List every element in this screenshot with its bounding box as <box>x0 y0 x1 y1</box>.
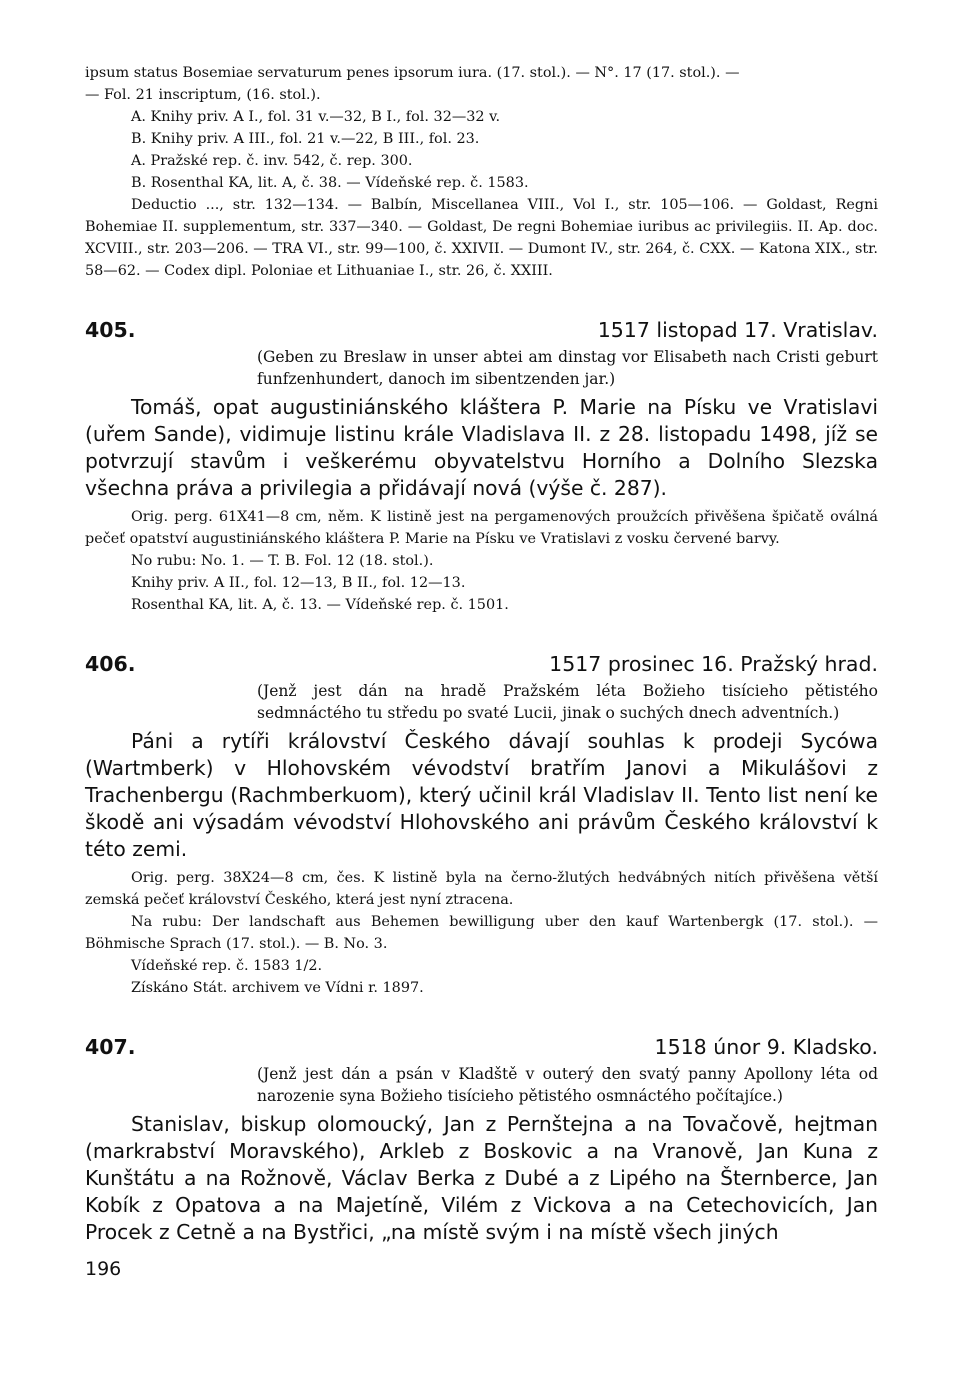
entry-note: No rubu: No. 1. — T. B. Fol. 12 (18. stol.). <box>131 553 434 569</box>
entry-note: Získáno Stát. archivem ve Vídni r. 1897. <box>131 980 424 996</box>
text-line: — Fol. 21 inscriptum, (16. stol.). <box>85 87 321 103</box>
entry-date-place: 1518 únor 9. Kladsko. <box>654 1035 878 1059</box>
entry-note: Na rubu: Der landschaft aus Behemen bewilligung uber den kauf Wartenbergk (17. stol.). — Böhmische Sprach (17. stol.). — B. No. 3. <box>85 914 878 952</box>
entry-number: 407. <box>85 1035 136 1059</box>
archive-ref: B. Rosenthal KA, lit. A, č. 38. — Vídeňské rep. č. 1583. <box>131 175 529 191</box>
entry-regest: Tomáš, opat augustiniánského kláštera P. Marie na Písku ve Vratislavi (uřem Sande), vidimuje listinu krále Vladislava II. z 28. listopadu 1498, jíž se potvrzují stavům i veškerému obyvatelstvu Horního a Dolního Slezska všechna práva a privilegia a přidávají nová (výše č. 287). <box>85 395 878 500</box>
page-body <box>85 62 878 1250</box>
entry-date-place: 1517 listopad 17. Vratislav. <box>597 318 878 342</box>
entry-intro: (Geben zu Breslaw in unser abtei am dinstag vor Elisabeth nach Cristi geburt funfzenhundert, danoch im sibentzenden jar.) <box>257 348 878 388</box>
entry-intro: (Jenž jest dán a psán v Kladště v outerý den svatý panny Apollony léta od narozenie syna Božieho tisícieho pětistého osmnáctého počítajíce.) <box>257 1065 878 1105</box>
entry-note: Knihy priv. A II., fol. 12—13, B II., fol. 12—13. <box>131 575 466 591</box>
literature-list: Deductio ..., str. 132—134. — Balbín, Miscellanea VIII., Vol I., str. 105—106. — Goldast, Regni Bohemiae II. supplementum, str. 337—340. — Goldast, De regni Bohemiae iuribus ac privilegiis. II. Ap. doc. XCVIII., str. 203—206. — TRA VI., str. 99—100, č. XXIVII. — Dumont IV., str. 264, č. CXX. — Katona XIX., str. 58—62. — Codex dipl. Poloniae et Lithuaniae I., str. 26, č. XXIII. <box>85 197 878 279</box>
page-number: 196 <box>85 1258 122 1280</box>
entry-intro: (Jenž jest dán na hradě Pražském léta Božieho tisícieho pětistého sedmnáctého tu středu po svaté Lucii, jinak o suchých dnech adventních.) <box>257 682 878 722</box>
entry-header <box>85 650 878 678</box>
entry-header <box>85 1033 878 1061</box>
entry-regest: Stanislav, biskup olomoucký, Jan z Pernštejna a na Tovačově, hejtman (markrabství Moravského), Arkleb z Boskovic a na Vranově, Jan Kuna z Kunštátu a na Rožnově, Václav Berka z Dubé a z Lipého na Šternberce, Jan Kobík z Opatova a na Majetíně, Vilém z Vickova a na Cetechovicích, Jan Procek z Cetně a na Bystřici, „na místě svým i na místě všech jiných <box>85 1112 878 1244</box>
text-line: ipsum status Bosemiae servaturum penes ipsorum iura. (17. stol.). — N°. 17 (17. stol.). — <box>85 65 740 81</box>
entry-note: Vídeňské rep. č. 1583 1/2. <box>131 958 323 974</box>
entry-note: Orig. perg. 38X24—8 cm, čes. K listině byla na černo-žlutých hedvábných nitích přivěšena větší zemská pečeť království Českého, která jest nyní ztracena. <box>85 870 878 908</box>
entry-note: Orig. perg. 61X41—8 cm, něm. K listině jest na pergamenových proužcích přivěšena špičatě oválná pečeť opatství augustiniánského kláštera P. Marie na Písku ve Vratislavi z vosku červené barvy. <box>85 509 878 547</box>
archive-ref: A. Knihy priv. A I., fol. 31 v.—32, B I., fol. 32—32 v. <box>131 109 501 125</box>
entry-note: Rosenthal KA, lit. A, č. 13. — Vídeňské rep. č. 1501. <box>131 597 509 613</box>
archive-ref: B. Knihy priv. A III., fol. 21 v.—22, B III., fol. 23. <box>131 131 480 147</box>
entry-number: 405. <box>85 318 136 342</box>
entry-406 <box>85 650 878 999</box>
continued-entry <box>85 62 878 282</box>
entry-number: 406. <box>85 652 136 676</box>
entry-407 <box>85 1033 878 1246</box>
entry-header <box>85 316 878 344</box>
archive-ref: A. Pražské rep. č. inv. 542, č. rep. 300. <box>131 153 413 169</box>
entry-405 <box>85 316 878 616</box>
entry-regest: Páni a rytíři království Českého dávají souhlas k prodeji Sycówa (Wartmberk) v Hlohovském vévodství bratřím Janovi a Mikulášovi z Trachenbergu (Rachmberkuom), který učinil král Vladislav II. Tento list není ke škodě ani výsadám vévodství Hlohovského ani právům Českého království k této zemi. <box>85 729 878 861</box>
entry-date-place: 1517 prosinec 16. Pražský hrad. <box>549 652 878 676</box>
